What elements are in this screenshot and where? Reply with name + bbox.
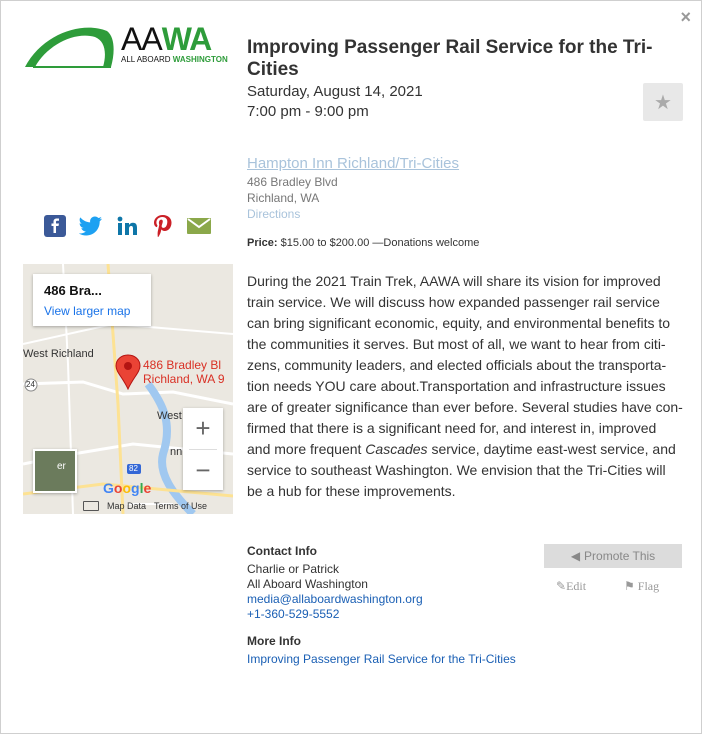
contact-name: Charlie or Patrick xyxy=(247,562,340,576)
email-icon[interactable] xyxy=(187,213,211,239)
map-data-link[interactable]: Map Data xyxy=(107,501,147,511)
linkedin-icon[interactable] xyxy=(115,213,139,239)
close-icon[interactable]: × xyxy=(680,7,691,27)
event-title: Improving Passenger Rail Service for the Tri-Cities xyxy=(247,37,653,80)
contact-info-heading: Contact Info xyxy=(247,544,317,558)
keyboard-icon[interactable] xyxy=(83,501,99,511)
view-larger-map-link[interactable]: View larger map xyxy=(44,304,131,318)
venue-map[interactable] xyxy=(23,264,233,514)
more-info-link[interactable]: Improving Passenger Rail Service for the Tri-Cities xyxy=(247,652,516,666)
map-label-west: West xyxy=(157,410,182,422)
promote-button[interactable]: ◀ Promote This xyxy=(544,544,682,568)
favorite-button[interactable] xyxy=(643,83,683,121)
map-info-card xyxy=(33,274,151,326)
contact-org: All Aboard Washington xyxy=(247,577,368,591)
logo-wordmark: AAWA xyxy=(121,21,212,57)
flag-icon: ⚑ xyxy=(624,579,635,593)
map-pin-icon[interactable] xyxy=(115,354,141,390)
event-price: Price: $15.00 to $200.00 —Donations welcome xyxy=(247,237,480,249)
map-label-west-richland: West Richland xyxy=(23,348,94,360)
logo-tagline: ALL ABOARD WASHINGTON xyxy=(121,55,228,64)
pinterest-icon[interactable] xyxy=(151,213,175,239)
aawa-logo xyxy=(23,19,235,69)
facebook-icon[interactable] xyxy=(43,213,67,239)
directions-link[interactable]: Directions xyxy=(247,207,301,221)
twitter-icon[interactable] xyxy=(79,213,103,239)
route-24-label: 24 xyxy=(26,380,35,389)
venue-address-line2: Richland, WA xyxy=(247,191,320,205)
zoom-controls xyxy=(183,408,223,490)
satellite-toggle[interactable] xyxy=(33,449,77,493)
map-card-title: 486 Bra... xyxy=(44,283,102,298)
swoosh-logo-icon xyxy=(23,23,115,71)
venue-link[interactable]: Hampton Inn Richland/Tri-Cities xyxy=(247,155,460,172)
edit-link[interactable]: ✎Edit xyxy=(556,579,587,593)
route-82-label: 82 xyxy=(129,464,138,473)
contact-phone-link[interactable]: +1-360-529-5552 xyxy=(247,607,340,621)
event-time: 7:00 pm - 9:00 pm xyxy=(247,103,369,120)
satellite-label-fragment: er xyxy=(57,461,66,472)
terms-of-use-link[interactable]: Terms of Use xyxy=(154,501,208,511)
map-pin-label: 486 Bradley Bl Richland, WA 9 xyxy=(143,358,225,386)
map-label-fragment: nn xyxy=(170,446,183,458)
event-date: Saturday, August 14, 2021 xyxy=(247,83,423,100)
google-logo: Google xyxy=(103,480,152,496)
pencil-icon: ✎ xyxy=(556,579,567,593)
social-share-bar xyxy=(43,213,211,239)
event-description: During the 2021 Train Trek, AAWA will share its vision for improved train service. We will discuss how expanded passenger rail service can bring significant economic, equity, and environmental benefits to the communities it serves. But most of all, we want to hear from citi-zens, community leaders, and elected officials about the transporta-tion needs YOU care about.Transportation and infrastructure issues are of greater significance than ever before. Several studies have con-firmed that there is a significant need for, and interest in, improved and more frequent Cascades service, daytime east-west service, and service to southeast Washington. We envision that the Tri-Cities will be a hub for these improvements. xyxy=(247,273,683,499)
star-icon: ★ xyxy=(654,91,672,114)
flag-link[interactable]: ⚑ Flag xyxy=(624,579,660,593)
more-info-heading: More Info xyxy=(247,634,301,648)
venue-address-line1: 486 Bradley Blvd xyxy=(247,175,338,189)
map-footer xyxy=(83,501,207,511)
megaphone-icon: ◀ xyxy=(570,549,581,563)
contact-email-link[interactable]: media@allaboardwashington.org xyxy=(247,592,423,606)
zoom-in-button[interactable]: + xyxy=(195,412,211,443)
zoom-out-button[interactable]: − xyxy=(195,454,211,485)
